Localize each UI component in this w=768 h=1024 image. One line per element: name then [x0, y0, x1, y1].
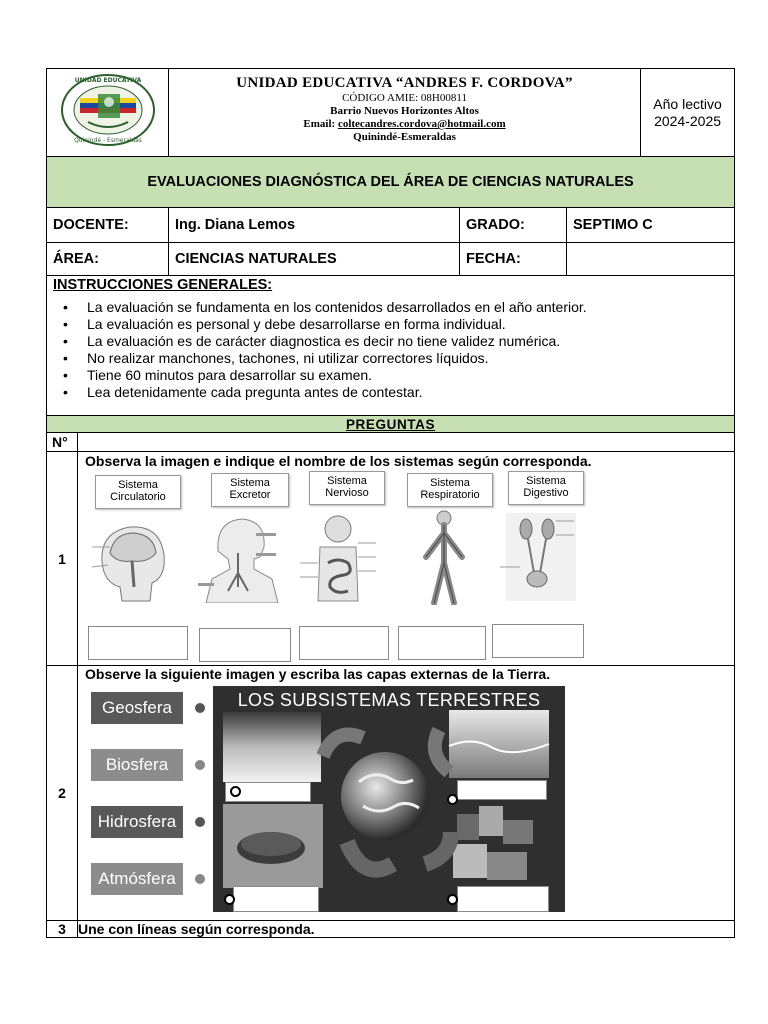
answer-box-4[interactable]: [398, 626, 486, 660]
instructions-title: INSTRUCCIONES GENERALES:: [53, 277, 273, 293]
system-label-nervioso: [309, 471, 385, 505]
connector-dot: [195, 874, 205, 884]
school-code: CÓDIGO AMIE: 08H00811: [342, 92, 467, 104]
evaluation-document: [46, 68, 734, 938]
instruction-item: • La evaluación se fundamenta en los contenidos desarrollados en el año anterior.: [87, 299, 734, 316]
year-label: Año lectivo: [653, 95, 722, 112]
brain-head-illustration: [92, 517, 172, 603]
system-label-line: Sistema: [118, 479, 158, 491]
digestive-illustration: [298, 513, 378, 603]
area-value: CIENCIAS NATURALES: [169, 243, 460, 276]
svg-text:Quinindé - Esmeraldas: Quinindé - Esmeraldas: [73, 137, 142, 144]
system-label-line: Sistema: [230, 477, 270, 489]
school-info-cell: [169, 69, 641, 157]
connector-ring: [224, 894, 235, 905]
answer-box-top-right[interactable]: [457, 780, 547, 800]
evaluation-banner: EVALUACIONES DIAGNÓSTICA DEL ÁREA DE CIENCIAS NATURALES: [47, 157, 735, 208]
email-label: Email:: [303, 118, 336, 130]
number-header: N°: [47, 433, 78, 452]
connector-dot: [195, 760, 205, 770]
school-address: Barrio Nuevos Horizontes Altos: [330, 105, 479, 117]
connector-ring: [230, 786, 241, 797]
question-2-cell: [78, 666, 735, 921]
docente-value: Ing. Diana Lemos: [169, 208, 460, 243]
question-header-blank: [78, 433, 735, 452]
subsystems-image: [213, 686, 565, 912]
question-number: 1: [47, 452, 78, 666]
instructions-list: [47, 299, 734, 401]
answer-box-bottom-left[interactable]: [233, 886, 319, 912]
answer-box-5[interactable]: [492, 624, 584, 658]
connector-ring: [447, 794, 458, 805]
instruction-item: • No realizar manchones, tachones, ni utilizar correctores líquidos.: [87, 350, 734, 367]
system-label-line: Sistema: [526, 475, 566, 487]
system-label-respiratorio: [407, 473, 493, 507]
system-label-line: Sistema: [430, 477, 470, 489]
connector-dot: [195, 817, 205, 827]
school-logo-cell: [47, 69, 169, 157]
grado-value: SEPTIMO C: [567, 208, 735, 243]
instruction-item: • Lea detenidamente cada pregunta antes de contestar.: [87, 384, 734, 401]
answer-box-3[interactable]: [299, 626, 389, 660]
area-label: ÁREA:: [47, 243, 169, 276]
year-value: 2024-2025: [654, 112, 722, 129]
school-city: Quinindé-Esmeraldas: [353, 131, 456, 143]
question-number: 2: [47, 666, 78, 921]
system-label-digestivo: [508, 471, 584, 505]
system-label-line: Nervioso: [325, 487, 369, 499]
answer-box-2[interactable]: [199, 628, 291, 662]
question-text: Observa la imagen e indique el nombre de los sistemas según corresponda.: [85, 453, 592, 469]
fecha-value-field[interactable]: [567, 243, 735, 276]
system-label-excretor: [211, 473, 289, 507]
system-label-circulatorio: [95, 475, 181, 509]
docente-label: DOCENTE:: [47, 208, 169, 243]
year-cell: [641, 69, 735, 157]
layer-label-biosfera: Biosfera: [91, 749, 183, 781]
system-label-line: Circulatorio: [110, 491, 166, 503]
fecha-label: FECHA:: [460, 243, 567, 276]
answer-box-1[interactable]: [88, 626, 188, 660]
question-1-cell: [78, 452, 735, 666]
system-label-line: Sistema: [327, 475, 367, 487]
school-email-line: [169, 118, 640, 131]
instruction-item: • La evaluación es de carácter diagnostica es decir no tiene validez numérica.: [87, 333, 734, 350]
system-label-line: Digestivo: [523, 487, 569, 499]
instruction-item: • La evaluación es personal y debe desarrollarse en forma individual.: [87, 316, 734, 333]
layer-label-hidrosfera: Hidrosfera: [91, 806, 183, 838]
earth-subsystems-figure: [78, 682, 734, 916]
system-label-line: Respiratorio: [420, 489, 480, 501]
instruction-item: • Tiene 60 minutos para desarrollar su examen.: [87, 367, 734, 384]
question-text: Une con líneas según corresponda.: [78, 921, 735, 938]
school-name: UNIDAD EDUCATIVA “ANDRES F. CORDOVA”: [236, 75, 573, 91]
body-systems-figure: [78, 469, 734, 664]
svg-text:UNIDAD EDUCATIVA: UNIDAD EDUCATIVA: [74, 77, 141, 84]
subsystems-image-title: LOS SUBSISTEMAS TERRESTRES: [237, 690, 541, 710]
connector-dot: [195, 703, 205, 713]
question-number: 3: [47, 921, 78, 938]
layer-label-atmosfera: Atmósfera: [91, 863, 183, 895]
email-link[interactable]: coltecandres.cordova@hotmail.com: [337, 118, 506, 130]
circulatory-illustration: [414, 509, 474, 605]
excretory-illustration: [498, 513, 582, 603]
question-text: Observe la siguiente imagen y escriba las capas externas de la Tierra.: [85, 666, 551, 682]
system-label-line: Excretor: [229, 489, 271, 501]
respiratory-illustration: [198, 513, 282, 603]
school-logo: [58, 72, 158, 148]
layer-label-geosfera: Geosfera: [91, 692, 183, 724]
instructions-cell: [47, 276, 735, 416]
grado-label: GRADO:: [460, 208, 567, 243]
questions-header: PREGUNTAS: [47, 416, 735, 433]
connector-ring: [447, 894, 458, 905]
answer-box-bottom-right[interactable]: [457, 886, 549, 912]
